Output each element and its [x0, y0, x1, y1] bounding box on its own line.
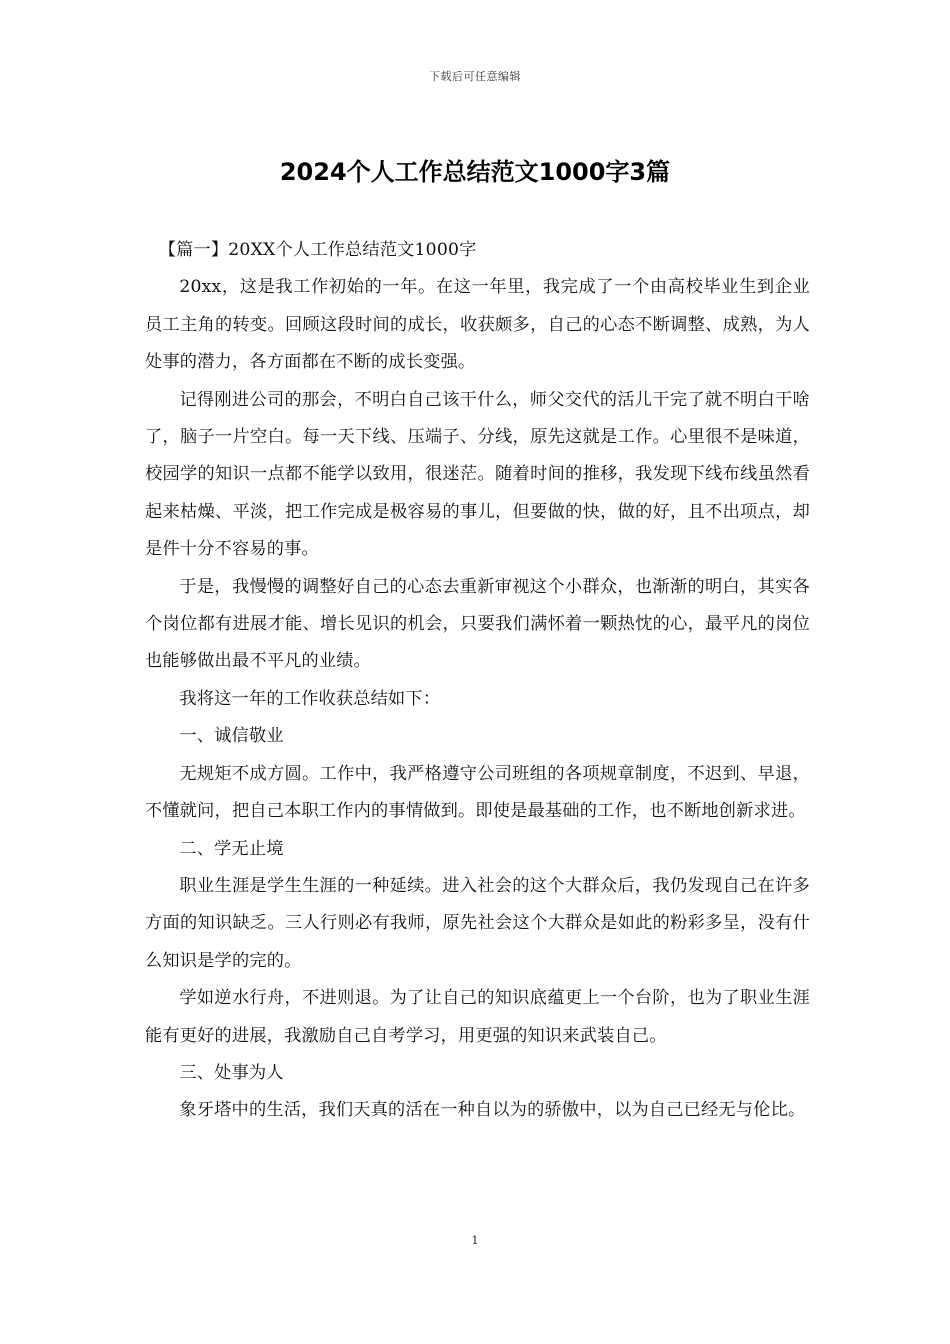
paragraph: 无规矩不成方圆。工作中，我严格遵守公司班组的各项规章制度，不迟到、早退，不懂就问，把自己本职工作内的事情做到。即使是最基础的工作，也不断地创新求进。 — [145, 763, 810, 822]
paragraph: 学如逆水行舟，不进则退。为了让自己的知识底蕴更上一个台阶，也为了职业生涯能有更好的进展，我激励自己自考学习，用更强的知识来武装自己。 — [145, 988, 810, 1046]
paragraph: 象牙塔中的生活，我们天真的活在一种自以为的骄傲中，以为自己已经无与伦比。 — [179, 1100, 806, 1121]
document-title: 2024个人工作总结范文1000字3篇 — [279, 158, 671, 186]
section-heading-part-one: 【篇一】20XX个人工作总结范文1000字 — [158, 240, 477, 260]
page-number: 1 — [471, 1234, 479, 1247]
paragraph: 于是，我慢慢的调整好自己的心态去重新审视这个小群众，也渐渐的明白，其实各个岗位都有进展才能、增长见识的机会，只要我们满怀着一颗热忱的心，最平凡的岗位也能够做出最不平凡的业绩。 — [145, 576, 810, 672]
subheading-learning: 二、学无止境 — [179, 838, 284, 859]
paragraph: 20xx，这是我工作初始的一年。在这一年里，我完成了一个由高校毕业生到企业员工主角的转变。回顾这段时间的成长，收获颇多，自己的心态不断调整、成熟，为人处事的潜力，各方面都在不断的成长变强。 — [145, 277, 810, 373]
paragraph: 我将这一年的工作收获总结如下： — [179, 688, 441, 709]
subheading-conduct: 三、处事为人 — [179, 1062, 284, 1083]
header-note: 下载后可任意编辑 — [429, 70, 521, 83]
subheading-integrity: 一、诚信敬业 — [179, 726, 284, 747]
paragraph: 记得刚进公司的那会，不明白自己该干什么，师父交代的活儿干完了就不明白干啥了，脑子一片空白。每一天下线、压端子、分线，原先这就是工作。心里很不是味道，校园学的知识一点都不能学以致用，很迷茫。随着时间的推移，我发现下线布线虽然看起来枯燥、平淡，把工作完成是极容易的事儿，但要做的快，做的好，且不出项点，却是件十分不容易的事。 — [145, 389, 810, 560]
document-body — [145, 232, 810, 1130]
paragraph: 职业生涯是学生生涯的一种延续。进入社会的这个大群众后，我仍发现自己在许多方面的知识缺乏。三人行则必有我师，原先社会这个大群众是如此的粉彩多呈，没有什么知识是学的完的。 — [145, 875, 810, 971]
